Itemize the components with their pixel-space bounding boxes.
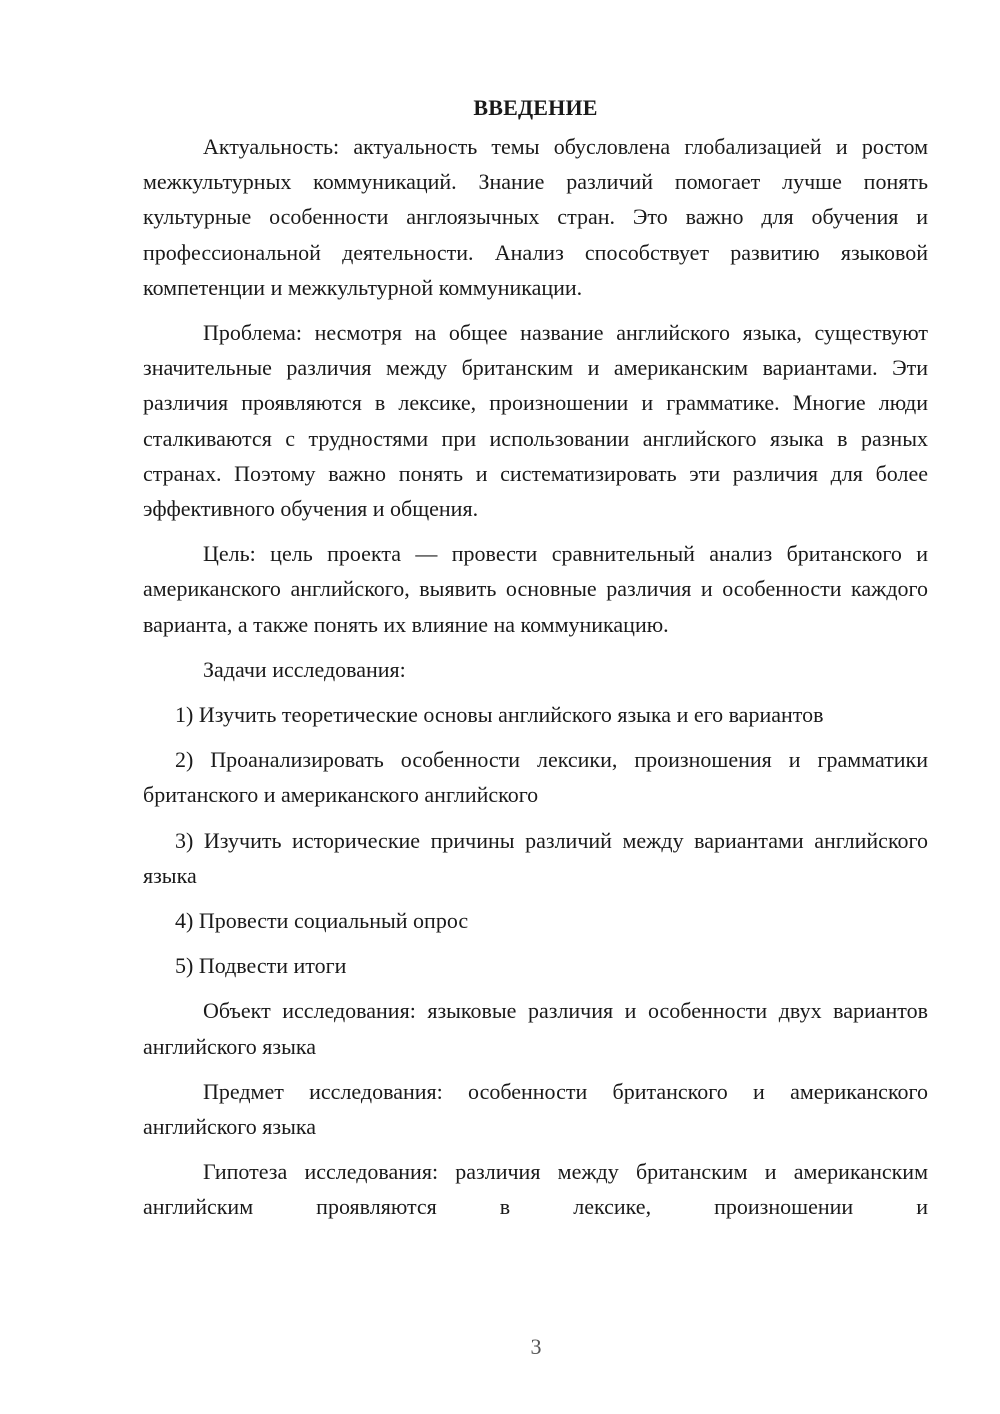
- section-heading: ВВЕДЕНИЕ: [473, 95, 598, 120]
- goal-paragraph: Цель: цель проекта — провести сравнительный анализ британского и американского английского, выявить основные различия и особенности каждого варианта, а также понять их влияние на коммуникацию.: [143, 541, 928, 637]
- object-paragraph: Объект исследования: языковые различия и особенности двух вариантов английского языка: [143, 998, 928, 1059]
- subject-paragraph: Предмет исследования: особенности британского и американского английского языка: [143, 1078, 928, 1140]
- task-item-5: 5) Подвести итоги: [175, 953, 347, 979]
- relevance-paragraph: Актуальность: актуальность темы обусловлена глобализацией и ростом межкультурных коммуникаций. Знание различий помогает лучше понять культурные особенности англоязычных стран. Это важно для обучения и профессиональной деятельности. Анализ способствует развитию языковой компетенции и межкультурной коммуникации.: [143, 134, 928, 300]
- page-number: 3: [530, 1334, 542, 1359]
- problem-paragraph: Проблема: несмотря на общее название английского языка, существуют значительные различия между британским и американским вариантами. Эти различия проявляются в лексике, произношении и грамматике. Многие люди сталкиваются с трудностями при использовании английского языка в разных странах. Поэтому важно понять и систематизировать эти различия для более эффективного обучения и общения.: [143, 320, 928, 522]
- task-item-1: 1) Изучить теоретические основы английского языка и его вариантов: [175, 702, 824, 728]
- hypothesis-paragraph: Гипотеза исследования: различия между британским и американским английским проявляются в лексике, произношении и: [143, 1159, 928, 1220]
- task-item-4: 4) Провести социальный опрос: [175, 908, 469, 934]
- document-page: [143, 90, 928, 1235]
- task-item-2: 2) Проанализировать особенности лексики, произношения и грамматики британского и американского английского: [143, 747, 928, 808]
- tasks-heading: Задачи исследования:: [203, 656, 406, 682]
- task-item-3: 3) Изучить исторические причины различий между вариантами английского языка: [143, 827, 928, 888]
